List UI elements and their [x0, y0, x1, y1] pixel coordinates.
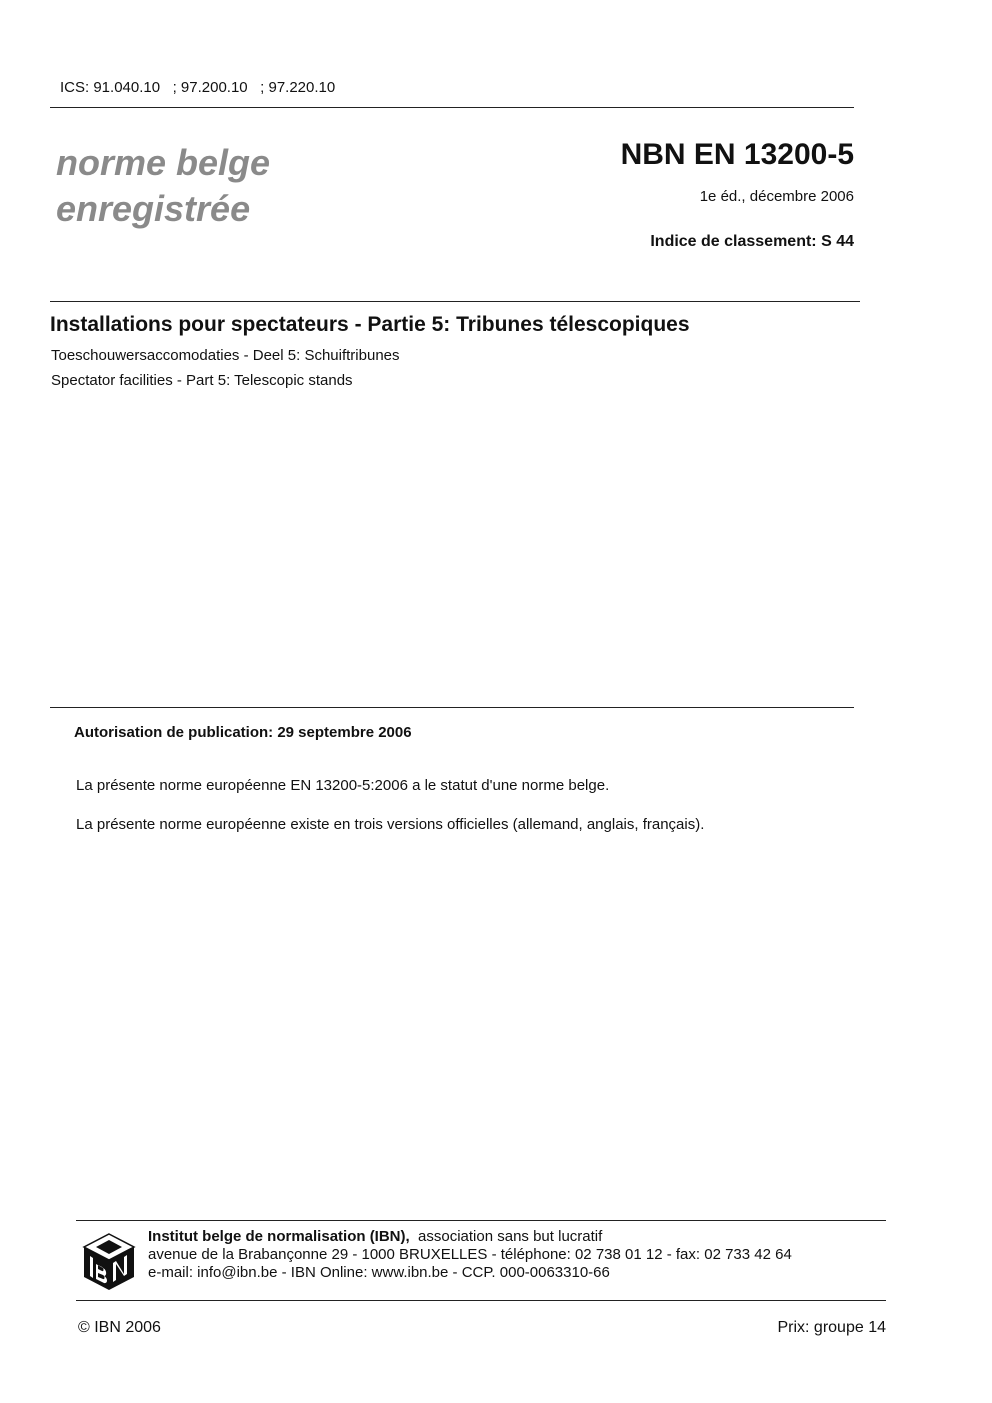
- footer-institute-line: [148, 1228, 792, 1246]
- footer-bottom-divider: [76, 1300, 886, 1301]
- ibn-cube-logo-icon: [82, 1232, 136, 1292]
- institute-description: association sans but lucratif: [418, 1228, 603, 1245]
- institute-name: Institut belge de normalisation (IBN),: [148, 1228, 410, 1245]
- footer-contact: e-mail: info@ibn.be - IBN Online: www.ibn.be - CCP. 000-0063310-66: [148, 1264, 610, 1281]
- copyright: © IBN 2006: [78, 1319, 161, 1336]
- ics-codes: ICS: 91.040.10 ; 97.200.10 ; 97.220.10: [60, 79, 336, 96]
- title-english: Spectator facilities - Part 5: Telescopic stands: [51, 372, 353, 389]
- versions-paragraph: La présente norme européenne existe en trois versions officielles (allemand, anglais, français).: [76, 816, 705, 833]
- title-dutch: Toeschouwersaccomodaties - Deel 5: Schuiftribunes: [51, 347, 400, 364]
- norme-label-line2: enregistrée: [56, 188, 251, 229]
- publication-authorisation: Autorisation de publication: 29 septembre 2006: [74, 724, 412, 741]
- top-divider: [50, 107, 854, 108]
- authorisation-divider: [50, 707, 854, 708]
- footer-institute-info: [148, 1228, 792, 1282]
- status-paragraph: La présente norme européenne EN 13200-5:2006 a le statut d'une norme belge.: [76, 777, 610, 794]
- footer-top-divider: [76, 1220, 886, 1221]
- norme-label: [56, 140, 270, 232]
- title-divider: [50, 301, 860, 302]
- price-group: Prix: groupe 14: [777, 1319, 886, 1336]
- footer-address: avenue de la Brabançonne 29 - 1000 BRUXELLES - téléphone: 02 738 01 12 - fax: 02 733 42 64: [148, 1246, 792, 1263]
- classification-index: Indice de classement: S 44: [650, 233, 854, 250]
- standard-number: NBN EN 13200-5: [620, 138, 854, 171]
- title-french: Installations pour spectateurs - Partie 5: Tribunes télescopiques: [50, 313, 690, 336]
- norme-label-line1: norme belge: [56, 142, 271, 183]
- edition-date: 1e éd., décembre 2006: [699, 188, 854, 205]
